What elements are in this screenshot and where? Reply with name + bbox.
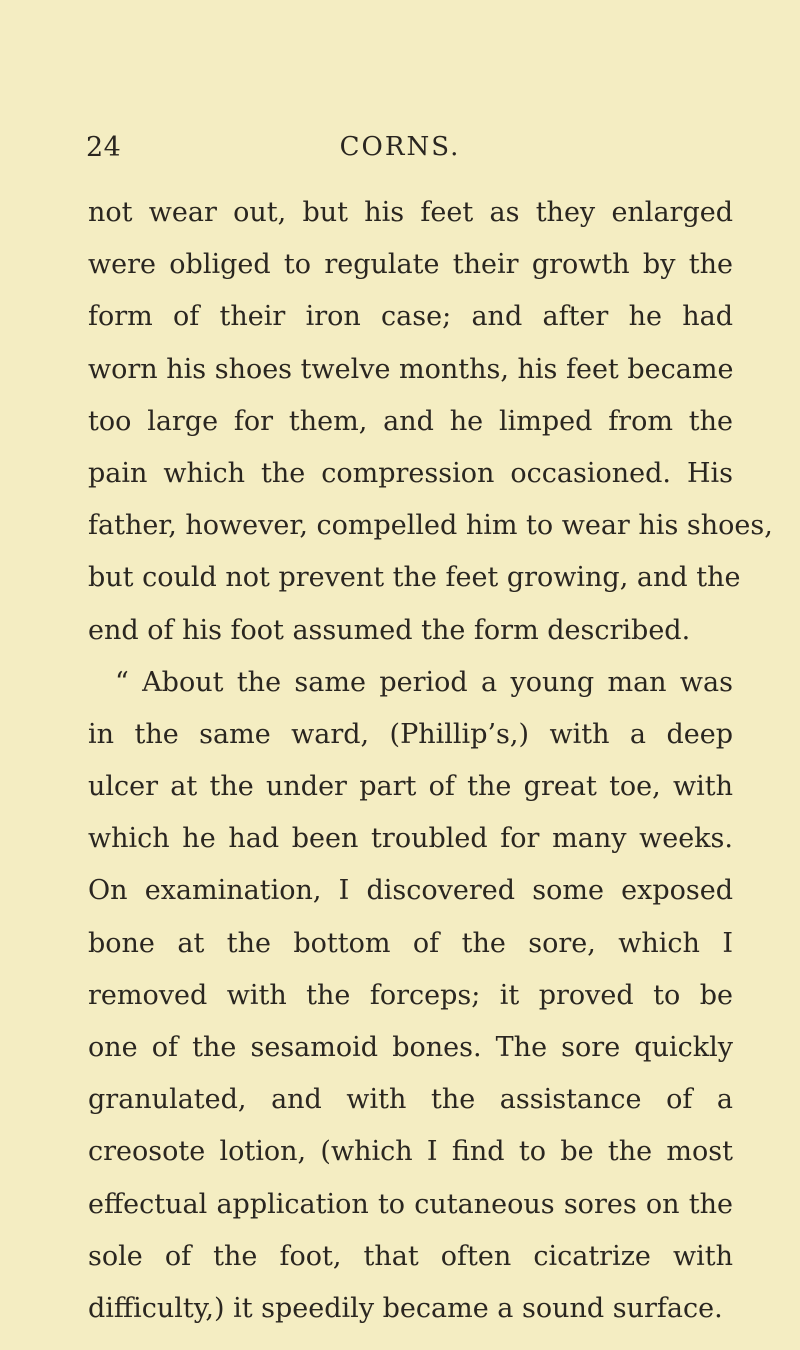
text-line: granulated, and with the assistance of a (88, 1084, 733, 1116)
text-line: which he had been troubled for many weeks. (88, 823, 733, 855)
text-line: father, however, compelled him to wear his shoes, (88, 510, 773, 542)
text-line: in the same ward, (Phillip’s,) with a deep (88, 718, 733, 750)
page-number: 24 (86, 132, 122, 163)
text-line: difficulty,) it speedily became a sound surface. (88, 1292, 723, 1324)
text-line: but could not prevent the feet growing, and the (88, 562, 741, 594)
text-line: creosote lotion, (which I find to be the most (88, 1136, 733, 1168)
text-line: were obliged to regulate their growth by the (88, 249, 733, 281)
text-line: removed with the forceps; it proved to be (88, 979, 733, 1011)
text-line: “ About the same period a young man was (115, 666, 733, 698)
text-line: ulcer at the under part of the great toe, with (88, 771, 733, 803)
running-head: CORNS. (339, 132, 461, 162)
text-line: worn his shoes twelve months, his feet became (88, 353, 734, 385)
text-line: sole of the foot, that often cicatrize with (88, 1240, 733, 1272)
body-text (88, 187, 773, 1335)
text-line: too large for them, and he limped from the (88, 405, 733, 437)
paragraph-2 (88, 657, 733, 1335)
text-line: pain which the compression occasioned. His (88, 457, 733, 489)
paragraph-1 (88, 187, 773, 657)
text-line: end of his foot assumed the form described. (88, 614, 691, 646)
text-line: one of the sesamoid bones. The sore quickly (88, 1032, 733, 1063)
text-line: form of their iron case; and after he had (88, 301, 733, 333)
text-line: effectual application to cutaneous sores on the (88, 1188, 733, 1220)
text-line: bone at the bottom of the sore, which I (88, 927, 733, 959)
text-line: not wear out, but his feet as they enlarged (88, 197, 733, 228)
text-line: On examination, I discovered some exposed (88, 875, 733, 907)
page-header (0, 132, 800, 172)
